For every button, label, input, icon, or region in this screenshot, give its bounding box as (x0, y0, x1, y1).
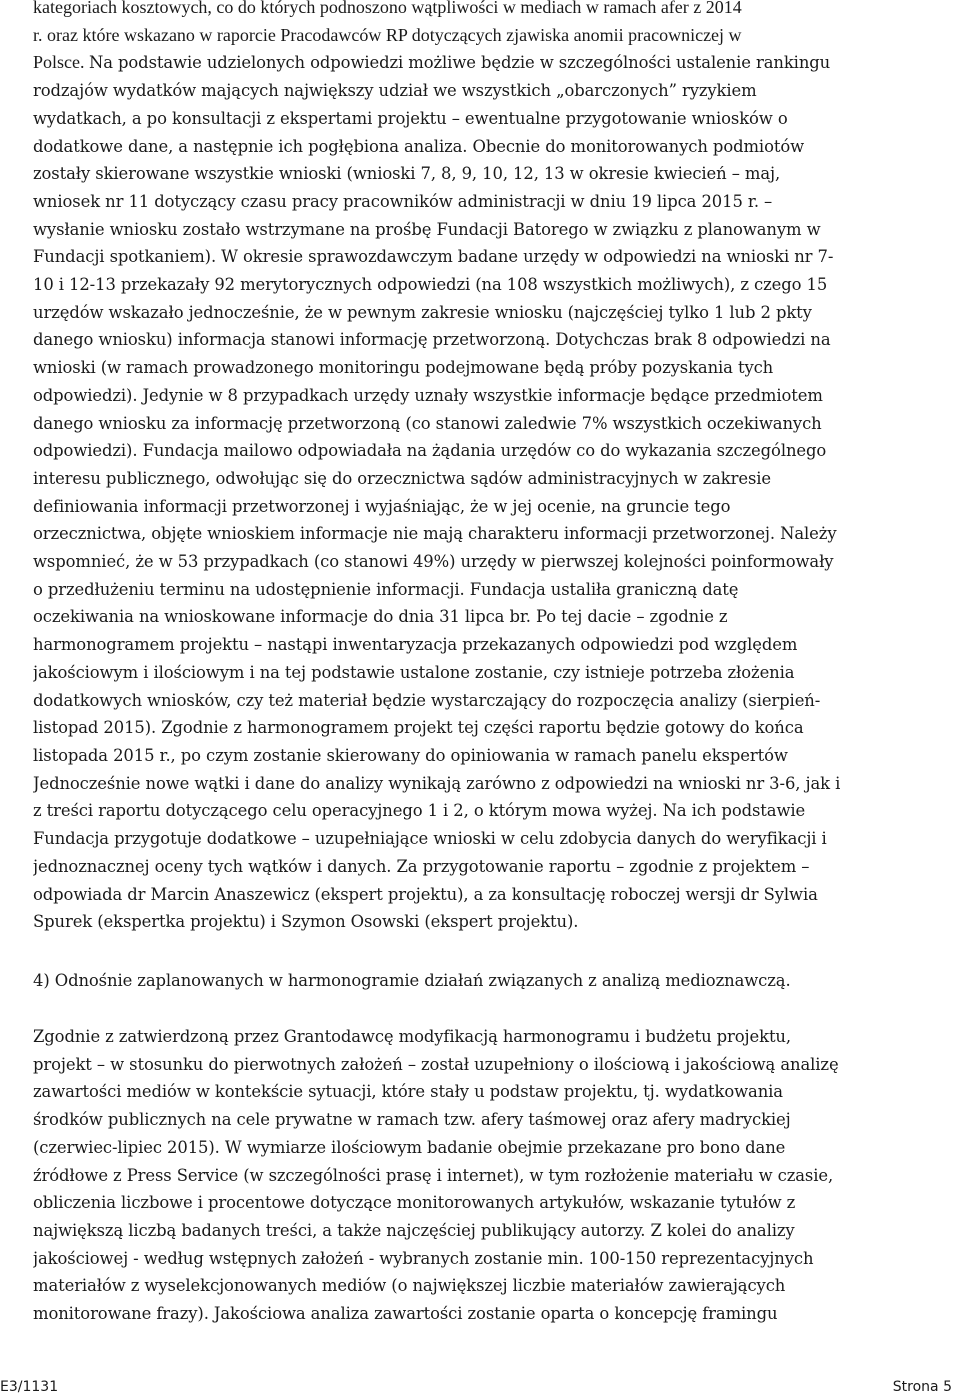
text-line: dodatkowych wniosków, czy też materiał będzie wystarczający do rozpoczęcia analizy (sierpień- (33, 690, 821, 710)
text-line: kategoriach kosztowych, co do których podnoszono wątpliwości w mediach w ramach afer z 2014 (33, 0, 742, 17)
text-fragment: Na podstawie udzielonych odpowiedzi możliwe będzie w szczególności ustalenie rankingu (89, 53, 831, 73)
text-line: źródłowe z Press Service (w szczególności prasę i internet), w tym rozłożenie materiału w czasie, (33, 1165, 834, 1185)
text-line: jakościowym i ilościowym i na tej podstawie ustalone zostanie, czy istnieje potrzeba złożenia (33, 662, 795, 682)
text-line: r. oraz które wskazano w raporcie Pracodawców RP dotyczących zjawiska anomii pracowniczej w (33, 24, 742, 45)
text-line: (czerwiec-lipiec 2015). W wymiarze ilościowym badanie obejmie przekazane pro bono dane (33, 1137, 786, 1157)
text-line: wysłanie wniosku zostało wstrzymane na prośbę Fundacji Batorego w związku z planowanym w (33, 219, 821, 239)
text-line: wspomnieć, że w 53 przypadkach (co stanowi 49%) urzędy w pierwszej kolejności poinformowały (33, 552, 834, 572)
text-fragment: Polsce. (33, 52, 89, 73)
text-line: interesu publicznego, odwołując się do orzecznictwa sądów administracyjnych w zakresie (33, 468, 771, 488)
text-line: harmonogramem projektu – nastąpi inwentaryzacja przekazanych odpowiedzi pod względem (33, 635, 798, 655)
text-line: orzecznictwa, objęte wnioskiem informacje nie mają charakteru informacji przetworzonej. Należy (33, 524, 837, 544)
text-line: odpowiedzi). Jedynie w 8 przypadkach urzędy uznały wszystkie informacje będące przedmiotem (33, 385, 823, 405)
text-line: listopad 2015). Zgodnie z harmonogramem projekt tej części raportu będzie gotowy do końca (33, 718, 804, 738)
text-line: środków publicznych na cele prywatne w ramach tzw. afery taśmowej oraz afery madryckiej (33, 1110, 791, 1130)
text-line: rodzajów wydatków mających największy udział we wszystkich „obarczonych” ryzykiem (33, 81, 757, 101)
text-line: danego wniosku za informację przetworzoną (co stanowi zaledwie 7% wszystkich oczekiwanych (33, 413, 822, 433)
text-line: listopada 2015 r., po czym zostanie skierowany do opiniowania w ramach panelu ekspertów (33, 745, 788, 765)
text-line: oczekiwania na wnioskowane informacje do dnia 31 lipca br. Po tej dacie – zgodnie z (33, 607, 728, 627)
text-line: wnioski (w ramach prowadzonego monitoringu podejmowane będą próby pozyskania tych (33, 358, 774, 378)
footer-document-code: E3/1131 (0, 1379, 59, 1395)
text-line: z treści raportu dotyczącego celu operacyjnego 1 i 2, o którym mowa wyżej. Na ich podstawie (33, 801, 806, 821)
text-line: 10 i 12-13 przekazały 92 merytorycznych odpowiedzi (na 108 wszystkich możliwych), z czego 15 (33, 275, 828, 295)
text-line: Spurek (ekspertka projektu) i Szymon Osowski (ekspert projektu). (33, 912, 579, 932)
text-line: wydatkach, a po konsultacji z ekspertami projektu – ewentualne przygotowanie wniosków o (33, 108, 788, 128)
text-line: urzędów wskazało jednocześnie, że w pewnym zakresie wniosku (najczęściej tylko 1 lub 2 pkty (33, 302, 812, 322)
text-line: Fundacja przygotuje dodatkowe – uzupełniające wnioski w celu zdobycia danych do weryfikacji i (33, 829, 827, 849)
text-line: dodatkowe dane, a następnie ich pogłębiona analiza. Obecnie do monitorowanych podmiotów (33, 136, 805, 156)
text-line: monitorowane frazy). Jakościowa analiza zawartości zostanie oparta o koncepcję framingu (33, 1304, 778, 1324)
text-line: jakościowej - według wstępnych założeń - wybranych zostanie min. 100-150 reprezentacyjnych (33, 1248, 814, 1268)
text-line: wniosek nr 11 dotyczący czasu pracy pracowników administracji w dniu 19 lipca 2015 r. – (33, 191, 773, 211)
text-line: obliczenia liczbowe i procentowe dotyczące monitorowanych artykułów, wskazanie tytułów z (33, 1193, 796, 1213)
text-line: Jednocześnie nowe wątki i dane do analizy wynikają zarówno z odpowiedzi na wnioski nr 3-6, jak i (33, 773, 841, 793)
text-line: Fundacji spotkaniem). W okresie sprawozdawczym badane urzędy w odpowiedzi na wnioski nr 7- (33, 247, 834, 267)
text-line: największą liczbą badanych treści, a także najczęściej publikujący autorzy. Z kolei do analizy (33, 1220, 795, 1240)
text-line: materiałów z wyselekcjonowanych mediów (o największej liczbie materiałów zawierających (33, 1276, 786, 1296)
text-line: o przedłużeniu terminu na udostępnienie informacji. Fundacja ustaliła graniczną datę (33, 579, 739, 599)
text-line: projekt – w stosunku do pierwotnych założeń – został uzupełniony o ilościową i jakościową analizę (33, 1054, 839, 1074)
section-4-body-text (33, 1023, 933, 1328)
text-line: definiowania informacji przetworzonej i wyjaśniając, że w jej ocenie, na gruncie tego (33, 496, 731, 516)
text-line: danego wniosku) informacja stanowi informację przetworzoną. Dotychczas brak 8 odpowiedzi na (33, 330, 831, 350)
section-heading: 4) Odnośnie zaplanowanych w harmonogramie działań związanych z analizą medioznawczą. (33, 971, 791, 990)
section-4-heading-block (33, 967, 933, 995)
text-line (33, 49, 933, 77)
text-line: odpowiada dr Marcin Anaszewicz (ekspert projektu), a za konsultację roboczej wersji dr Sylwia (33, 884, 818, 904)
footer-page-number: Strona 5 (892, 1379, 952, 1395)
text-line: zawartości mediów w kontekście sytuacji, które stały u podstaw projektu, tj. wydatkowania (33, 1082, 783, 1102)
text-line: odpowiedzi). Fundacja mailowo odpowiadała na żądania urzędów co do wykazania szczególnego (33, 441, 827, 461)
report-body-text (33, 0, 933, 936)
text-line: zostały skierowane wszystkie wnioski (wnioski 7, 8, 9, 10, 12, 13 w okresie kwiecień – maj, (33, 164, 781, 184)
text-line: jednoznacznej oceny tych wątków i danych. Za przygotowanie raportu – zgodnie z projektem – (33, 856, 810, 876)
text-line: Zgodnie z zatwierdzoną przez Grantodawcę modyfikacją harmonogramu i budżetu projektu, (33, 1027, 792, 1046)
